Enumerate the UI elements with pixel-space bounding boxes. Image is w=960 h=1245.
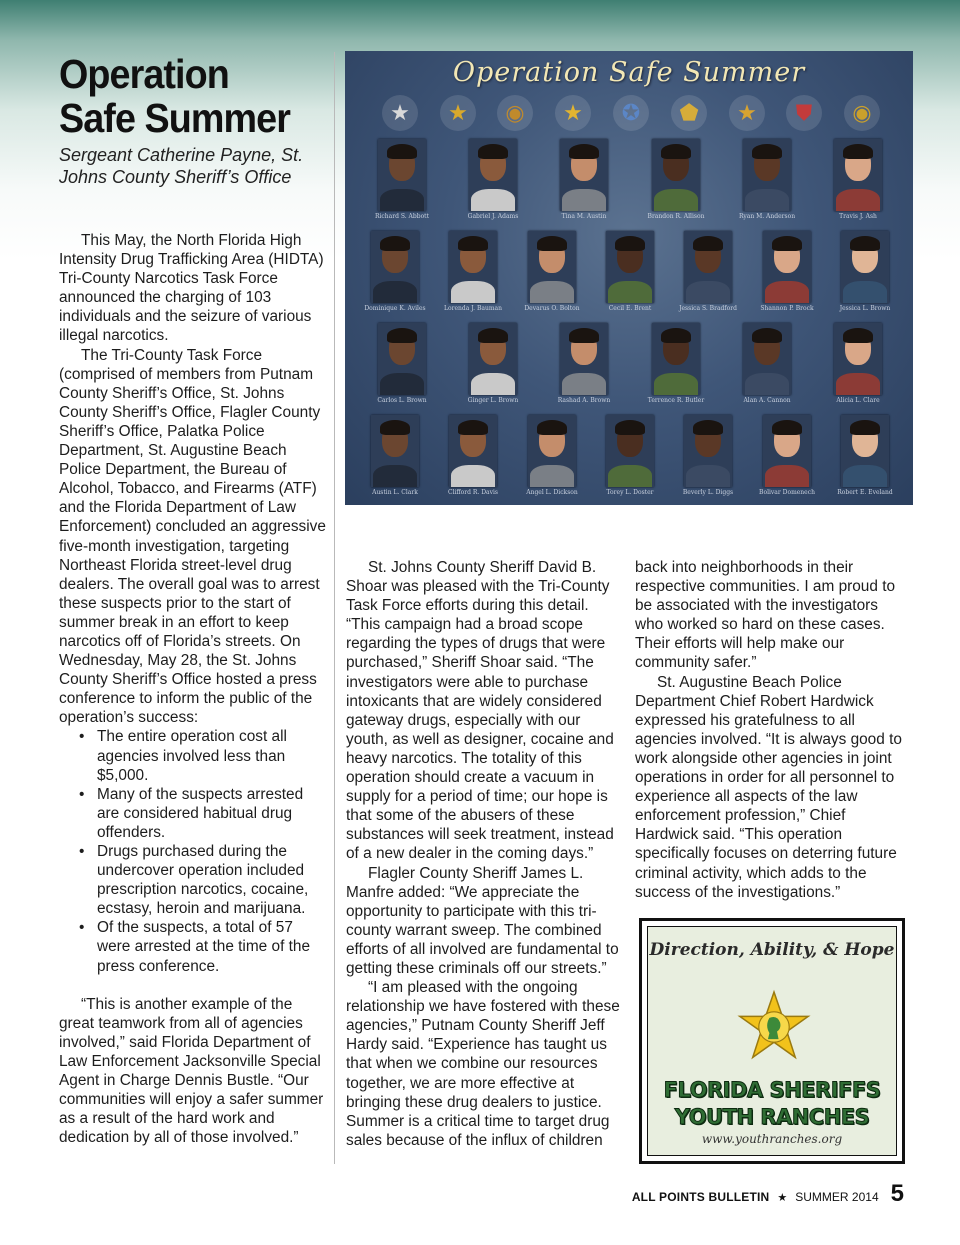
mugshot-photo — [684, 231, 732, 303]
mugshot-photo — [652, 323, 700, 395]
suspect-name: Angel L. Dickson — [526, 489, 578, 496]
mugshot-photo — [449, 415, 497, 487]
article-column-3 — [635, 558, 903, 902]
suspect-mugshot — [729, 139, 803, 229]
star-separator-icon: ★ — [777, 1192, 788, 1204]
ad-name-line-1: FLORIDA SHERIFFS — [663, 1078, 881, 1102]
paragraph: back into neighborhoods in their respective communities. I am proud to be associated with the investigators who worked so hard on these cases. Their efforts will help make our community safer.” — [635, 559, 896, 672]
suspect-mugshot — [455, 323, 529, 413]
suspect-name: Lorenda J. Bauman — [444, 305, 502, 312]
mugshot-photo — [743, 139, 791, 211]
suspect-name: Brandon R. Allison — [647, 213, 705, 220]
ad-name-line-2: YOUTH RANCHES — [674, 1105, 870, 1129]
suspect-mugshot — [357, 415, 431, 505]
suspect-name: Gabriel J. Adams — [467, 213, 519, 220]
mugshot-photo — [763, 231, 811, 303]
paragraph: This May, the North Florida High Intensity Drug Trafficking Area (HIDTA) Tri-County Narcotics Task Force announced the charging of 103 individuals and the seizure of various illegal narcotics. — [59, 232, 324, 345]
suspect-mugshot — [670, 231, 744, 321]
fact-item: • The entire operation cost all agencies involved less than $5,000. — [97, 727, 327, 784]
suspect-mugshot — [357, 231, 431, 321]
paragraph: The Tri-County Task Force (comprised of members from Putnam County Sheriff’s Office, St. Johns County Sheriff’s Office, Flagler County Sheriff’s Office, Palatka Police Department, St. Augustine Beach Police Department, the Bureau of Alcohol, Tobacco, and Firearms (ATF) and the Florida Department of Law Enforcement) concluded an aggressive five-month investigation, targeting Northeast Florida street-level drug dealers. The overall goal was to arrest these suspects prior to the start of summer break in an effort to keep narcotics off of Florida’s streets. On Wednesday, May 28, the St. Johns County Sheriff’s Office hosted a press conference to inform the public of the operation’s success: — [59, 346, 326, 727]
suspect-name: Alan A. Cannon — [743, 397, 791, 404]
page-footer — [632, 1180, 904, 1208]
suspect-mugshot — [638, 323, 712, 413]
suspect-name: Robert E. Eveland — [837, 489, 893, 496]
article-column-2 — [346, 558, 622, 1150]
suspect-mugshot — [514, 231, 588, 321]
suspect-name: Devarus O. Bolton — [524, 305, 580, 312]
fact-item: • Of the suspects, a total of 57 were arrested at the time of the press conference. — [97, 918, 327, 975]
sheriff-star-icon: ★ — [440, 95, 476, 131]
suspect-mugshot — [435, 415, 509, 505]
suspect-name: Beverly L. Diggs — [682, 489, 734, 496]
suspect-mugshot — [729, 323, 803, 413]
mugshot-photo — [743, 323, 791, 395]
suspect-name: Ginger L. Brown — [467, 397, 519, 404]
mugshot-photo — [371, 415, 419, 487]
suspect-mugshot — [435, 231, 509, 321]
byline: Sergeant Catherine Payne, St. Johns County Sheriff’s Office — [59, 145, 304, 187]
page-number: 5 — [890, 1180, 904, 1207]
sheriff-star-icon: ★ — [555, 95, 591, 131]
suspect-name: Jessica S. Bradford — [679, 305, 737, 312]
mugshot-photo — [378, 139, 426, 211]
suspect-name: Cecil E. Brent — [608, 305, 652, 312]
suspect-name: Alicia L. Clare — [836, 397, 880, 404]
mugshot-photo — [560, 139, 608, 211]
column-divider — [334, 52, 335, 1164]
paragraph: St. Johns County Sheriff David B. Shoar was pleased with the Tri-County Task Force efforts during this detail. “This campaign had a broad scope regarding the types of drugs that were purchased,” Sheriff Shoar said. “The investigators were able to purchase intoxicants that are widely considered gateway drugs, especially with our youth, as well as designer, cocaine and heavy narcotics. The totality of this operation should create a vacuum in supply for a period of time; our hope is that some of the abusers of these substances will seek treatment, instead of a new dealer in the coming days.” — [346, 559, 614, 863]
mugshot-photo — [560, 323, 608, 395]
mugshot-photo — [469, 323, 517, 395]
paragraph: Flagler County Sheriff James L. Manfre added: “We appreciate the opportunity to participate with this tri-county warrant sweep. The combined efforts of all involved are fundamental to getting these criminals off our streets.” — [346, 864, 619, 977]
suspect-name: Jessica L. Brown — [839, 305, 891, 312]
mugshot-photo — [378, 323, 426, 395]
suspect-name: Dominique K. Aviles — [364, 305, 426, 312]
page-title: Operation Safe Summer — [59, 51, 290, 141]
suspect-photo-board — [345, 51, 913, 505]
suspect-mugshot — [546, 139, 620, 229]
mugshot-photo — [652, 139, 700, 211]
ad-organization-name — [648, 1077, 896, 1131]
suspect-mugshot — [820, 139, 894, 229]
fact-item: • Drugs purchased during the undercover operation included prescription narcotics, cocaine, ecstasy, heroin and marijuana. — [97, 842, 327, 918]
mugshot-photo — [763, 415, 811, 487]
suspect-name: Carlos L. Brown — [377, 397, 427, 404]
suspect-mugshot — [592, 231, 666, 321]
suspect-name: Tina M. Austin — [561, 213, 607, 220]
suspect-mugshot — [592, 415, 666, 505]
seal-icon: ◉ — [844, 95, 880, 131]
mugshot-photo — [449, 231, 497, 303]
suspect-name: Ryan M. Anderson — [738, 213, 796, 220]
paragraph: “This is another example of the great teamwork from all of agencies involved,” said Florida Department of Law Enforcement Jacksonville Special Agent in Charge Dennis Bustle. “Our communities will enjoy a safer summer as a result of the hard work and dedication by all of those involved.” — [59, 995, 324, 1147]
sheriff-star-icon: ★ — [382, 95, 418, 131]
mugshot-photo — [469, 139, 517, 211]
mugshot-photo — [528, 415, 576, 487]
mugshot-photo — [841, 231, 889, 303]
state-badge-icon: ✪ — [613, 95, 649, 131]
suspect-mugshot — [638, 139, 712, 229]
issue-label: SUMMER 2014 — [795, 1190, 879, 1204]
mugshot-photo — [606, 231, 654, 303]
suspect-name: Travis J. Ash — [839, 213, 877, 220]
mugshot-photo — [841, 415, 889, 487]
suspect-name: Austin L. Clark — [372, 489, 418, 496]
suspect-name: Torey L. Doster — [606, 489, 654, 496]
suspect-mugshot — [364, 139, 438, 229]
suspect-mugshot — [749, 231, 823, 321]
mugshot-photo — [834, 323, 882, 395]
ad-website-link[interactable]: www.youthranches.org — [701, 1132, 843, 1146]
paragraph: St. Augustine Beach Police Department Chief Robert Hardwick expressed his gratefulness to all agencies involved. “It is always good to work alongside other agencies in joint operations in order for all personnel to experience all aspects of the law enforcement profession,” Chief Hardwick said. “This operation specifically focuses on deterring future criminal activity, which adds to the success of the investigations.” — [635, 673, 902, 901]
mugshot-photo — [528, 231, 576, 303]
suspect-name: Bolivar Domenech — [759, 489, 815, 496]
board-title: Operation Safe Summer — [452, 57, 806, 88]
article-column-1 — [59, 231, 327, 1147]
sheriff-star-icon — [736, 989, 812, 1065]
suspect-name: Terrence R. Butler — [647, 397, 705, 404]
youth-ranches-ad[interactable] — [639, 918, 905, 1164]
fact-item: • Many of the suspects arrested are considered habitual drug offenders. — [97, 785, 327, 842]
suspect-mugshot — [670, 415, 744, 505]
police-badge-icon: ⬟ — [671, 95, 707, 131]
suspect-mugshot — [455, 139, 529, 229]
police-patch-icon: ⛊ — [786, 95, 822, 131]
seal-icon: ◉ — [497, 95, 533, 131]
suspect-mugshot — [364, 323, 438, 413]
mugshot-photo — [834, 139, 882, 211]
suspect-mugshot — [514, 415, 588, 505]
suspect-name: Rashad A. Brown — [557, 397, 611, 404]
suspect-mugshot — [827, 415, 901, 505]
fact-list — [59, 727, 327, 975]
suspect-mugshot — [820, 323, 894, 413]
suspect-mugshot — [546, 323, 620, 413]
paragraph: “I am pleased with the ongoing relationship we have fostered with these agencies,” Putnam County Sheriff Jeff Hardy said. “Experience has taught us that when we combine our resources together, we are more effective at bringing these drug dealers to justice. Summer is a critical time to target drug sales because of the influx of children — [346, 979, 620, 1149]
agency-badges — [371, 95, 891, 135]
mugshot-photo — [371, 231, 419, 303]
sheriff-star-icon: ★ — [729, 95, 765, 131]
suspect-name: Clifford R. Davis — [447, 489, 499, 496]
suspect-mugshot — [827, 231, 901, 321]
suspect-name: Richard S. Abbott — [374, 213, 429, 220]
publication-name: ALL POINTS BULLETIN — [631, 1190, 770, 1204]
ad-slogan: Direction, Ability, & Hope — [649, 940, 895, 960]
mugshot-photo — [606, 415, 654, 487]
suspect-mugshot — [749, 415, 823, 505]
suspect-name: Shannon P. Brock — [760, 305, 814, 312]
mugshot-photo — [684, 415, 732, 487]
